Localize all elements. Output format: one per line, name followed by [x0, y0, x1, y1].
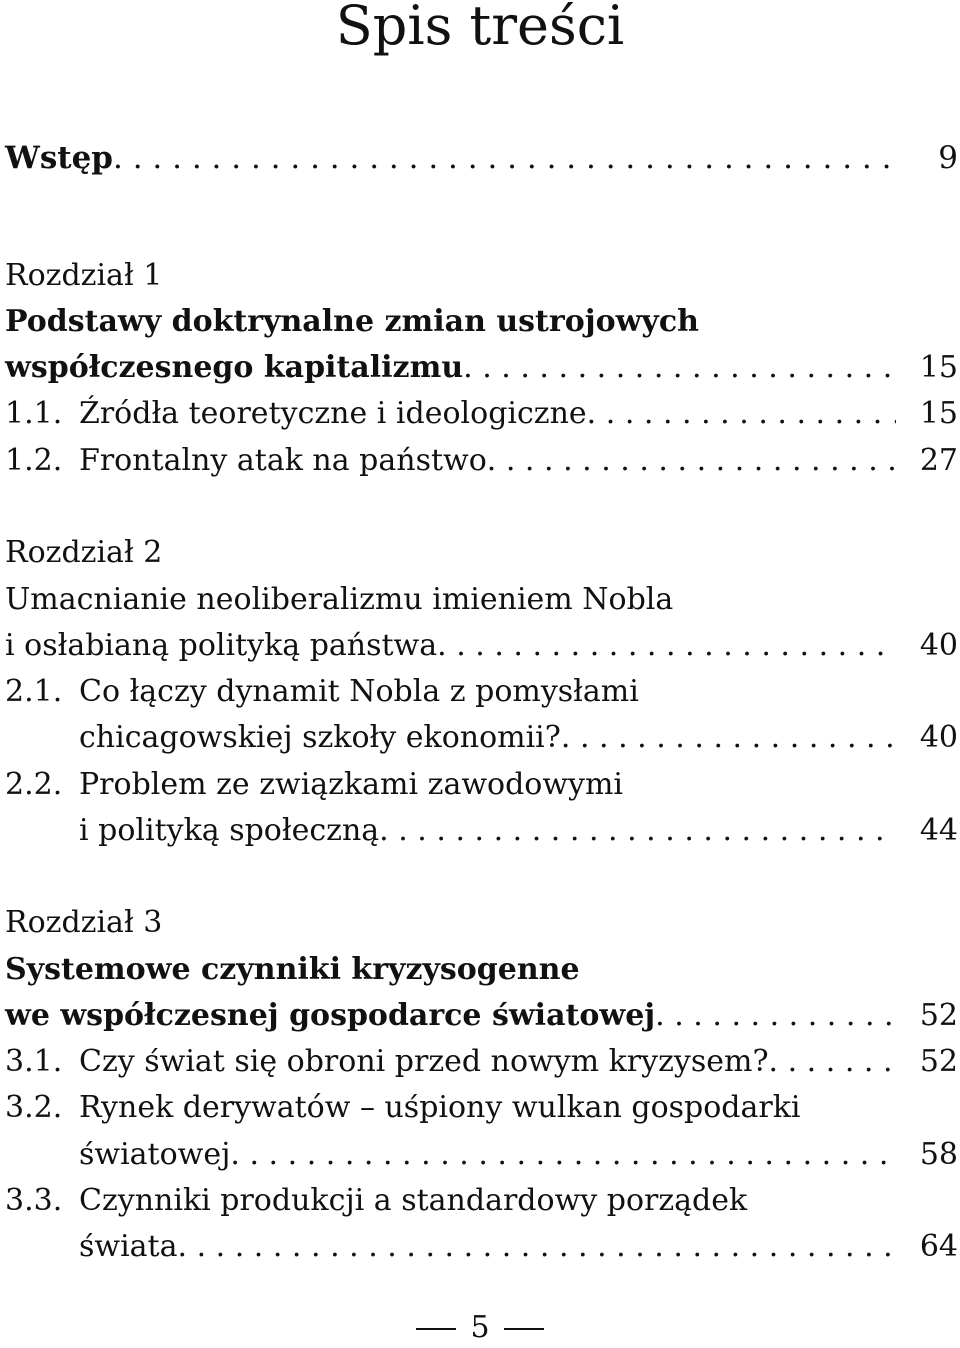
- page-title: Spis treści: [335, 0, 625, 57]
- section-number: 1.1.: [5, 396, 63, 431]
- entry-title: Systemowe czynniki kryzysogenne: [5, 952, 580, 987]
- entry-title: Problem ze związkami zawodowymi: [79, 767, 623, 802]
- chapter-2-label: [5, 531, 958, 575]
- chapter-1-title-line1[interactable]: [5, 300, 958, 344]
- toc-entry-2-1[interactable]: [5, 716, 958, 760]
- entry-title: chicagowskiej szkoły ekonomii?: [79, 720, 561, 755]
- entry-title: i polityką społeczną: [79, 813, 380, 848]
- page-number: 52: [919, 998, 958, 1033]
- entry-title: Rynek derywatów – uśpiony wulkan gospodarki: [79, 1090, 801, 1125]
- toc-entry-1-2[interactable]: [5, 439, 958, 483]
- page-number: 15: [919, 350, 958, 385]
- page-number: 40: [919, 628, 958, 663]
- page-number: 9: [938, 140, 958, 176]
- chapter-label: Rozdział 1: [5, 258, 163, 293]
- page-number: 44: [919, 813, 958, 848]
- leader-dots: [463, 346, 896, 390]
- leader-dots: [587, 392, 896, 436]
- entry-title: Frontalny atak na państwo: [79, 443, 487, 478]
- page-number: 52: [919, 1044, 958, 1079]
- page-number: 64: [919, 1229, 958, 1264]
- entry-title: świata: [79, 1229, 178, 1264]
- chapter-3-label: [5, 901, 958, 945]
- page-number: 27: [919, 443, 958, 478]
- page-number: 40: [919, 720, 958, 755]
- entry-title: Podstawy doktrynalne zmian ustrojowych: [5, 304, 699, 339]
- leader-dots: [379, 809, 896, 853]
- section-number: 1.2.: [5, 443, 63, 478]
- toc-entry-3-2[interactable]: [5, 1133, 958, 1177]
- entry-title: i osłabianą polityką państwa: [5, 628, 438, 663]
- leader-dots: [437, 624, 896, 668]
- section-number: 3.1.: [5, 1044, 63, 1079]
- toc-entry-chapter-3[interactable]: [5, 994, 958, 1038]
- chapter-1-label: [5, 254, 958, 298]
- section-number: 2.1.: [5, 674, 63, 709]
- chapter-3-title-line1[interactable]: [5, 948, 958, 992]
- section-number: 2.2.: [5, 767, 63, 802]
- toc-entry-chapter-2[interactable]: [5, 624, 958, 668]
- toc-entry-1-1[interactable]: [5, 392, 958, 436]
- page-number: 15: [919, 396, 958, 431]
- chapter-2-title-line1[interactable]: [5, 578, 958, 622]
- section-number: 3.2.: [5, 1090, 63, 1125]
- toc-entry-intro[interactable]: [5, 136, 958, 180]
- toc-entry-3-3-line1[interactable]: [5, 1179, 958, 1223]
- entry-title: Umacnianie neoliberalizmu imieniem Nobla: [5, 582, 674, 617]
- leader-dots: [178, 1225, 897, 1269]
- chapter-label: Rozdział 2: [5, 535, 163, 570]
- footer-page-number: 5: [470, 1310, 490, 1345]
- chapter-label: Rozdział 3: [5, 905, 163, 940]
- leader-dots: [655, 994, 896, 1038]
- page-number: 58: [919, 1137, 958, 1172]
- toc-entry-2-2-line1[interactable]: [5, 763, 958, 807]
- entry-title: Co łączy dynamit Nobla z pomysłami: [79, 674, 639, 709]
- toc-entry-3-3[interactable]: [5, 1225, 958, 1269]
- section-number: 3.3.: [5, 1183, 63, 1218]
- entry-title: Czy świat się obroni przed nowym kryzysem?: [79, 1044, 769, 1079]
- leader-dots: [561, 716, 896, 760]
- entry-title: Wstęp: [5, 140, 113, 176]
- toc-entry-chapter-1[interactable]: [5, 346, 958, 390]
- footer-dash-right: [504, 1328, 544, 1330]
- leader-dots: [487, 439, 896, 483]
- entry-title: we współczesnej gospodarce światowej: [5, 998, 656, 1033]
- entry-title: światowej: [79, 1137, 231, 1172]
- entry-title: Czynniki produkcji a standardowy porządek: [79, 1183, 748, 1218]
- toc-entry-3-2-line1[interactable]: [5, 1086, 958, 1130]
- entry-title: współczesnego kapitalizmu: [5, 350, 464, 385]
- page-footer: [0, 1308, 960, 1348]
- leader-dots: [113, 136, 896, 180]
- toc-entry-2-2[interactable]: [5, 809, 958, 853]
- entry-title: Źródła teoretyczne i ideologiczne: [79, 396, 587, 431]
- leader-dots: [230, 1133, 896, 1177]
- toc-entry-2-1-line1[interactable]: [5, 670, 958, 714]
- toc-entry-3-1[interactable]: [5, 1040, 958, 1084]
- footer-dash-left: [416, 1328, 456, 1330]
- leader-dots: [769, 1040, 896, 1084]
